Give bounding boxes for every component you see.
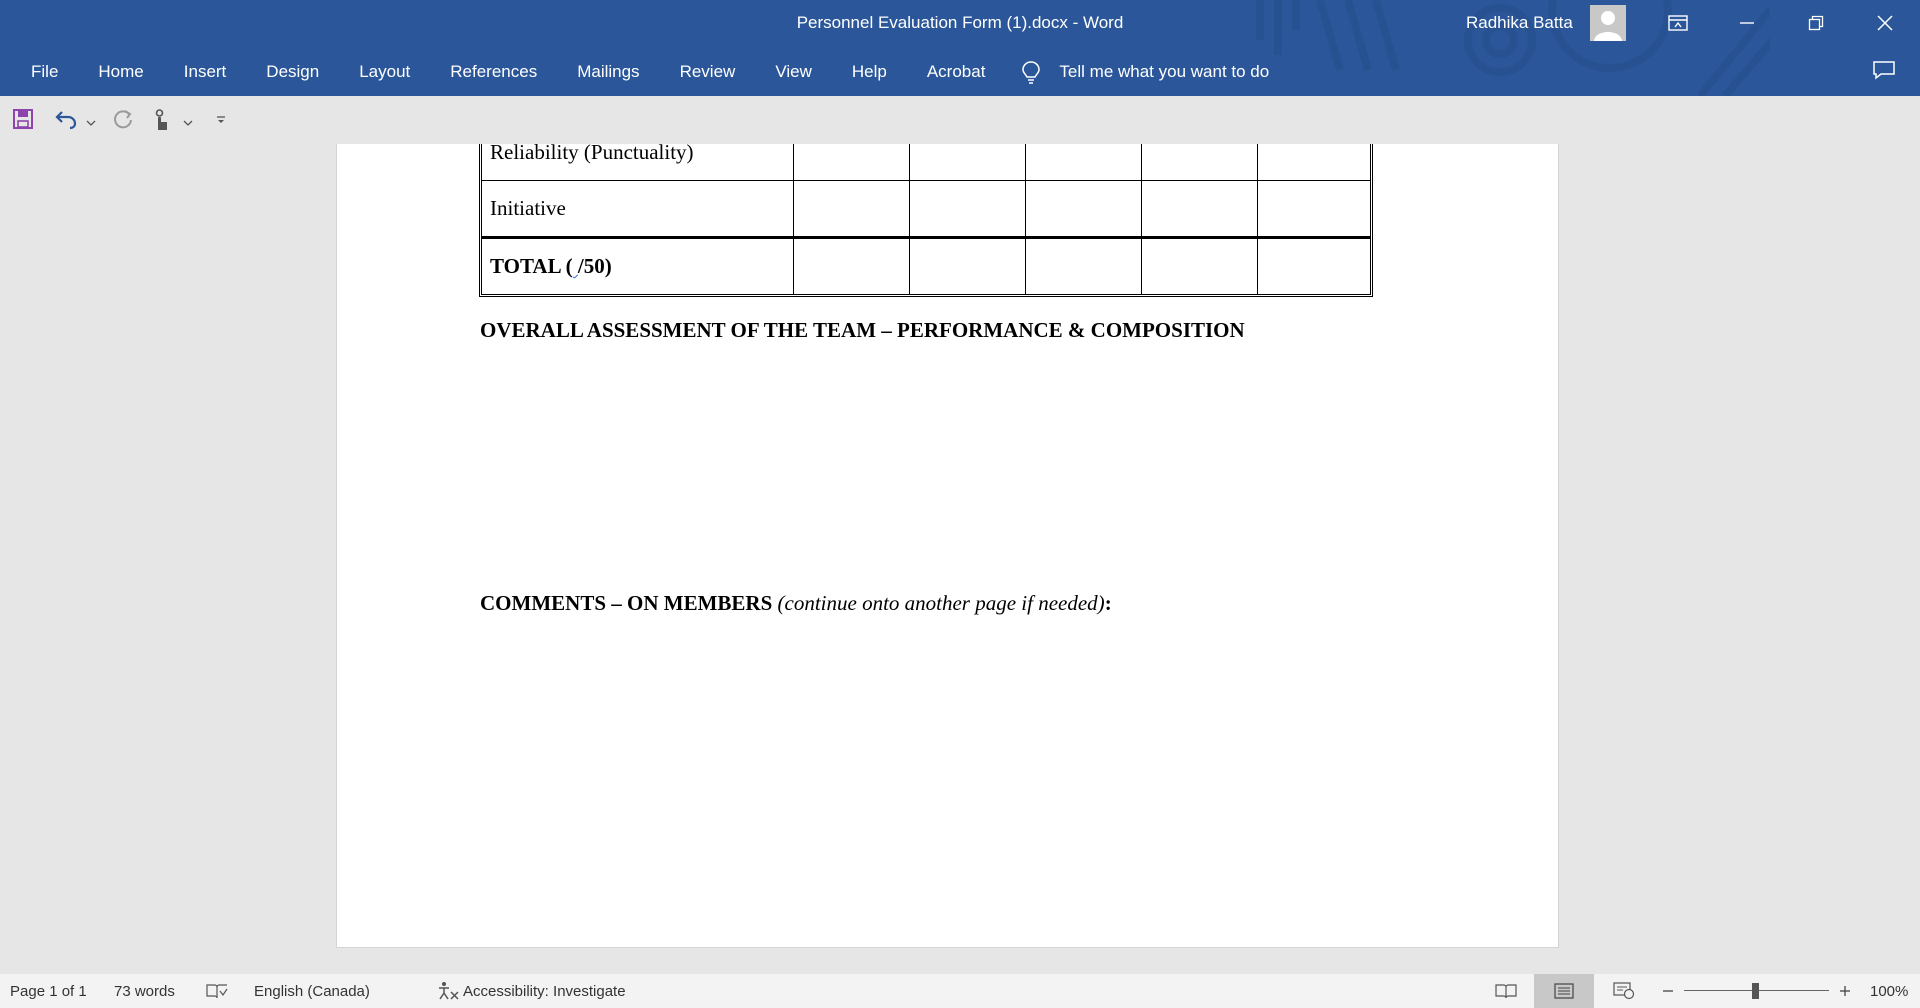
proofing-status-button[interactable] — [204, 974, 230, 1008]
table-cell[interactable] — [1026, 181, 1142, 237]
word-count[interactable]: 73 words — [114, 983, 175, 1000]
avatar[interactable] — [1590, 5, 1626, 41]
comments-heading-text: COMMENTS – ON MEMBERS — [480, 591, 773, 615]
read-mode-button[interactable] — [1488, 974, 1524, 1008]
table-cell[interactable] — [1258, 237, 1370, 294]
print-layout-icon — [1554, 983, 1574, 999]
customize-menu-icon — [216, 115, 226, 125]
zoom-in-button[interactable] — [1836, 974, 1854, 1008]
user-icon — [1590, 5, 1626, 41]
touch-mouse-mode-icon — [150, 108, 172, 132]
minimize-icon — [1739, 15, 1755, 31]
title-bar — [0, 0, 1920, 96]
table-cell[interactable] — [1142, 181, 1258, 237]
table-cell[interactable] — [1258, 144, 1370, 181]
document-page[interactable] — [336, 144, 1559, 948]
touch-mode-dropdown[interactable] — [183, 114, 193, 132]
restore-icon — [1808, 15, 1824, 31]
accessibility-status[interactable]: Accessibility: Investigate — [463, 983, 626, 1000]
tab-layout[interactable]: Layout — [359, 62, 411, 81]
table-cell[interactable] — [794, 237, 910, 294]
document-title: Personnel Evaluation Form (1).docx - Word — [796, 13, 1124, 32]
table-row-total — [482, 237, 1370, 294]
read-mode-icon — [1495, 983, 1517, 999]
zoom-slider-thumb[interactable] — [1752, 983, 1759, 999]
tell-me-label: Tell me what you want to do — [1059, 62, 1270, 81]
zoom-out-button[interactable] — [1659, 974, 1677, 1008]
table-cell[interactable] — [910, 237, 1026, 294]
quick-access-toolbar — [0, 96, 1920, 144]
table-row — [482, 181, 1370, 237]
undo-button[interactable] — [54, 108, 78, 135]
table-cell[interactable] — [794, 181, 910, 237]
table-cell[interactable] — [910, 181, 1026, 237]
accessibility-icon — [437, 981, 459, 1001]
evaluation-table — [479, 144, 1373, 297]
comments-colon: : — [1104, 591, 1112, 615]
tab-mailings[interactable]: Mailings — [577, 62, 640, 81]
table-cell[interactable] — [1026, 237, 1142, 294]
comments-button[interactable] — [1872, 60, 1896, 85]
ribbon-tabs — [0, 52, 1269, 92]
tab-help[interactable]: Help — [851, 62, 887, 81]
language-status[interactable]: English (Canada) — [254, 983, 370, 1000]
user-name[interactable]: Radhika Batta — [1466, 13, 1573, 32]
customize-toolbar-button[interactable] — [216, 112, 226, 130]
comments-heading[interactable] — [480, 591, 1112, 616]
comments-note: (continue onto another page if needed) — [777, 591, 1105, 615]
tab-review[interactable]: Review — [679, 62, 736, 81]
touch-mode-button[interactable] — [150, 108, 172, 137]
save-button[interactable] — [12, 108, 34, 135]
minus-icon — [1662, 985, 1674, 997]
table-cell-label[interactable]: Initiative — [482, 181, 794, 237]
tab-home[interactable]: Home — [98, 62, 144, 81]
ribbon-display-icon — [1668, 15, 1688, 31]
proofing-book-icon — [206, 983, 228, 999]
print-layout-button[interactable] — [1534, 974, 1594, 1008]
accessibility-icon-wrap[interactable] — [436, 974, 460, 1008]
tab-acrobat[interactable]: Acrobat — [926, 62, 986, 81]
assessment-heading[interactable]: OVERALL ASSESSMENT OF THE TEAM – PERFORMANCE & COMPOSITION — [480, 318, 1245, 342]
close-icon — [1876, 14, 1894, 32]
page-count[interactable]: Page 1 of 1 — [10, 983, 87, 1000]
table-cell-label[interactable]: Reliability (Punctuality) — [482, 144, 794, 181]
status-bar — [0, 974, 1920, 1008]
close-button[interactable] — [1857, 0, 1913, 46]
save-icon — [12, 108, 34, 130]
redo-icon — [112, 108, 134, 130]
comment-icon — [1872, 60, 1896, 80]
lightbulb-icon — [1021, 60, 1041, 84]
web-layout-button[interactable] — [1606, 974, 1642, 1008]
redo-button[interactable] — [112, 108, 134, 135]
table-cell[interactable] — [1142, 144, 1258, 181]
table-cell[interactable] — [1142, 237, 1258, 294]
total-prefix: TOTAL ( — [490, 254, 573, 278]
table-cell[interactable] — [1026, 144, 1142, 181]
chevron-down-icon — [183, 119, 193, 127]
table-cell[interactable] — [910, 144, 1026, 181]
tab-insert[interactable]: Insert — [183, 62, 227, 81]
total-label[interactable] — [482, 237, 794, 294]
plus-icon — [1839, 985, 1851, 997]
table-cell[interactable] — [1258, 181, 1370, 237]
undo-icon — [54, 108, 78, 130]
tab-references[interactable]: References — [450, 62, 538, 81]
tell-me-search[interactable] — [1021, 60, 1269, 84]
ribbon-display-options-button[interactable] — [1650, 0, 1706, 46]
restore-button[interactable] — [1788, 0, 1844, 46]
tab-file[interactable]: File — [31, 62, 59, 81]
tab-design[interactable]: Design — [266, 62, 320, 81]
undo-dropdown[interactable] — [86, 114, 96, 132]
chevron-down-icon — [86, 119, 96, 127]
web-layout-icon — [1613, 982, 1635, 1000]
total-suffix: /50) — [577, 254, 612, 278]
table-cell[interactable] — [794, 144, 910, 181]
minimize-button[interactable] — [1719, 0, 1775, 46]
zoom-level[interactable]: 100% — [1870, 983, 1909, 1000]
table-row — [482, 144, 1370, 181]
tab-view[interactable]: View — [775, 62, 812, 81]
